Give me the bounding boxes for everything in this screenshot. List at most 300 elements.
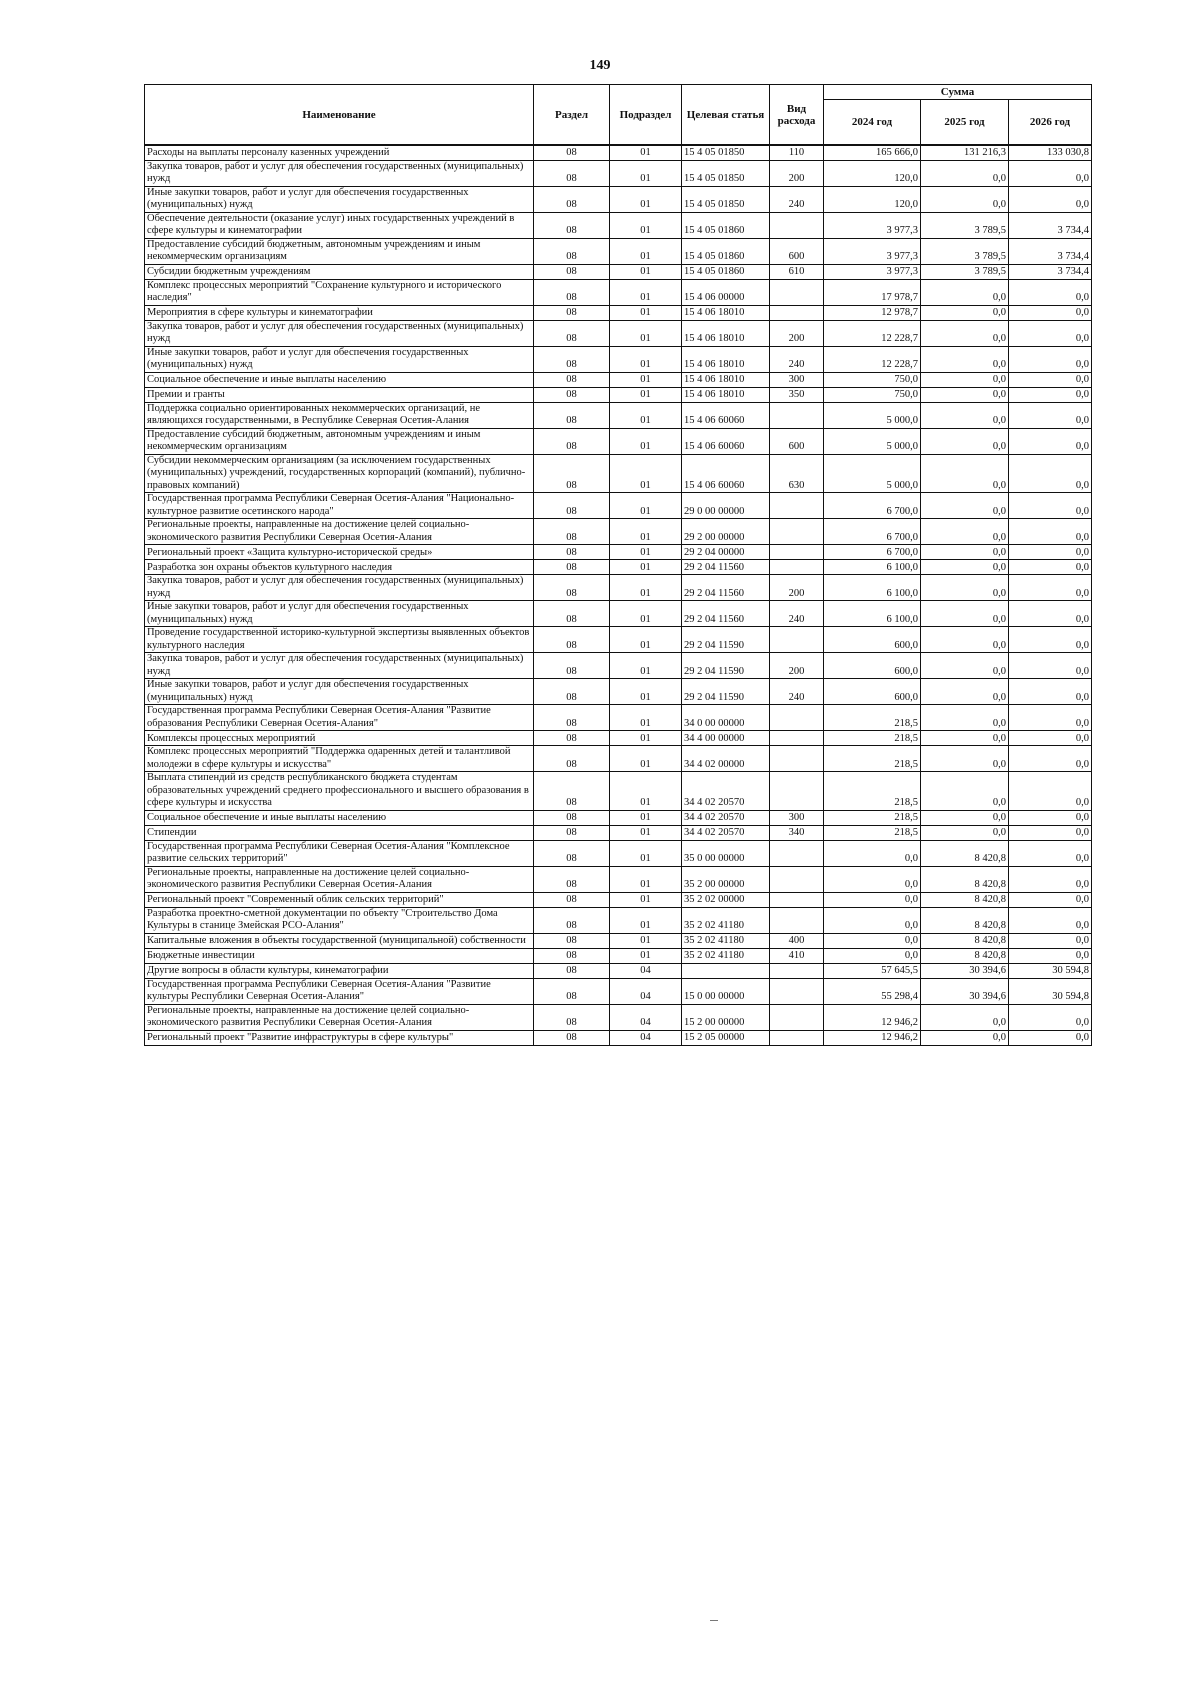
row-name: Закупка товаров, работ и услуг для обеспечения государственных (муниципальных) нужд bbox=[145, 320, 534, 346]
row-podrazdel: 01 bbox=[610, 810, 682, 825]
row-razdel: 08 bbox=[534, 772, 610, 811]
row-razdel: 08 bbox=[534, 825, 610, 840]
row-2026: 0,0 bbox=[1009, 160, 1092, 186]
row-name: Предоставление субсидий бюджетным, автономным учреждениям и иным некоммерческим организациям bbox=[145, 428, 534, 454]
row-target: 15 2 00 00000 bbox=[682, 1004, 770, 1030]
row-2026: 3 734,4 bbox=[1009, 238, 1092, 264]
row-name: Закупка товаров, работ и услуг для обеспечения государственных (муниципальных) нужд bbox=[145, 160, 534, 186]
row-2024: 55 298,4 bbox=[824, 978, 921, 1004]
row-name: Государственная программа Республики Северная Осетия-Алания "Развитие культуры Республики Северная Осетия-Алания" bbox=[145, 978, 534, 1004]
row-target: 29 0 00 00000 bbox=[682, 493, 770, 519]
table-row bbox=[145, 601, 1092, 627]
row-2025: 0,0 bbox=[921, 772, 1009, 811]
row-expense-type bbox=[770, 402, 824, 428]
row-podrazdel: 01 bbox=[610, 387, 682, 402]
table-row bbox=[145, 679, 1092, 705]
row-razdel: 08 bbox=[534, 264, 610, 279]
row-expense-type: 630 bbox=[770, 454, 824, 493]
row-podrazdel: 01 bbox=[610, 428, 682, 454]
row-2025: 0,0 bbox=[921, 1030, 1009, 1045]
row-podrazdel: 01 bbox=[610, 264, 682, 279]
row-podrazdel: 01 bbox=[610, 601, 682, 627]
row-2026: 0,0 bbox=[1009, 519, 1092, 545]
row-target: 15 4 06 60060 bbox=[682, 402, 770, 428]
row-podrazdel: 01 bbox=[610, 866, 682, 892]
row-target: 15 0 00 00000 bbox=[682, 978, 770, 1004]
row-expense-type: 410 bbox=[770, 948, 824, 963]
row-2025: 0,0 bbox=[921, 493, 1009, 519]
row-2026: 0,0 bbox=[1009, 705, 1092, 731]
table-row bbox=[145, 212, 1092, 238]
row-2026: 0,0 bbox=[1009, 746, 1092, 772]
row-name: Закупка товаров, работ и услуг для обеспечения государственных (муниципальных) нужд bbox=[145, 653, 534, 679]
row-target: 35 2 02 41180 bbox=[682, 933, 770, 948]
table-row bbox=[145, 372, 1092, 387]
row-2024: 12 946,2 bbox=[824, 1004, 921, 1030]
scan-mark bbox=[710, 1620, 718, 1621]
row-razdel: 08 bbox=[534, 840, 610, 866]
row-target: 29 2 04 11560 bbox=[682, 575, 770, 601]
row-target: 15 2 05 00000 bbox=[682, 1030, 770, 1045]
row-2025: 0,0 bbox=[921, 402, 1009, 428]
row-name: Региональный проект "Развитие инфраструктуры в сфере культуры" bbox=[145, 1030, 534, 1045]
row-2026: 0,0 bbox=[1009, 825, 1092, 840]
row-2026: 0,0 bbox=[1009, 840, 1092, 866]
row-target: 34 4 02 20570 bbox=[682, 810, 770, 825]
row-razdel: 08 bbox=[534, 746, 610, 772]
row-razdel: 08 bbox=[534, 948, 610, 963]
row-2025: 0,0 bbox=[921, 679, 1009, 705]
row-name: Разработка зон охраны объектов культурного наследия bbox=[145, 560, 534, 575]
row-2024: 218,5 bbox=[824, 825, 921, 840]
row-podrazdel: 01 bbox=[610, 145, 682, 160]
row-target: 15 4 05 01850 bbox=[682, 160, 770, 186]
table-row bbox=[145, 493, 1092, 519]
row-name: Государственная программа Республики Северная Осетия-Алания "Национально-культурное развитие осетинского народа" bbox=[145, 493, 534, 519]
table-row bbox=[145, 866, 1092, 892]
row-razdel: 08 bbox=[534, 653, 610, 679]
row-name: Комплекс процессных мероприятий "Поддержка одаренных детей и талантливой молодежи в сфере культуры и искусства" bbox=[145, 746, 534, 772]
row-name: Расходы на выплаты персоналу казенных учреждений bbox=[145, 145, 534, 160]
table-row bbox=[145, 279, 1092, 305]
row-2024: 6 700,0 bbox=[824, 493, 921, 519]
row-target: 29 2 00 00000 bbox=[682, 519, 770, 545]
row-expense-type: 610 bbox=[770, 264, 824, 279]
row-2025: 0,0 bbox=[921, 810, 1009, 825]
table-row bbox=[145, 840, 1092, 866]
row-expense-type bbox=[770, 212, 824, 238]
header-podrazdel: Подраздел bbox=[610, 85, 682, 146]
row-2025: 30 394,6 bbox=[921, 978, 1009, 1004]
row-razdel: 08 bbox=[534, 545, 610, 560]
row-expense-type: 350 bbox=[770, 387, 824, 402]
row-2024: 218,5 bbox=[824, 705, 921, 731]
row-podrazdel: 01 bbox=[610, 320, 682, 346]
row-2026: 0,0 bbox=[1009, 346, 1092, 372]
row-razdel: 08 bbox=[534, 892, 610, 907]
row-podrazdel: 01 bbox=[610, 545, 682, 560]
row-podrazdel: 01 bbox=[610, 679, 682, 705]
row-expense-type bbox=[770, 305, 824, 320]
row-2024: 600,0 bbox=[824, 679, 921, 705]
table-row bbox=[145, 653, 1092, 679]
row-razdel: 08 bbox=[534, 428, 610, 454]
row-2025: 131 216,3 bbox=[921, 145, 1009, 160]
row-name: Региональный проект «Защита культурно-исторической среды» bbox=[145, 545, 534, 560]
row-target: 15 4 06 60060 bbox=[682, 428, 770, 454]
row-razdel: 08 bbox=[534, 320, 610, 346]
row-2025: 0,0 bbox=[921, 825, 1009, 840]
table-row bbox=[145, 1004, 1092, 1030]
row-expense-type bbox=[770, 840, 824, 866]
row-2024: 218,5 bbox=[824, 746, 921, 772]
table-row bbox=[145, 575, 1092, 601]
row-2025: 30 394,6 bbox=[921, 963, 1009, 978]
row-2024: 120,0 bbox=[824, 160, 921, 186]
table-body bbox=[145, 145, 1092, 1045]
row-target: 29 2 04 11560 bbox=[682, 601, 770, 627]
row-2024: 120,0 bbox=[824, 186, 921, 212]
header-target: Целевая статья bbox=[682, 85, 770, 146]
row-name: Социальное обеспечение и иные выплаты населению bbox=[145, 810, 534, 825]
row-name: Государственная программа Республики Северная Осетия-Алания "Комплексное развитие сельских территорий" bbox=[145, 840, 534, 866]
row-2024: 3 977,3 bbox=[824, 212, 921, 238]
row-2025: 8 420,8 bbox=[921, 892, 1009, 907]
row-2026: 0,0 bbox=[1009, 560, 1092, 575]
row-target: 15 4 05 01850 bbox=[682, 145, 770, 160]
row-2025: 0,0 bbox=[921, 320, 1009, 346]
table-row bbox=[145, 186, 1092, 212]
table-row bbox=[145, 560, 1092, 575]
row-name: Закупка товаров, работ и услуг для обеспечения государственных (муниципальных) нужд bbox=[145, 575, 534, 601]
row-2024: 6 100,0 bbox=[824, 560, 921, 575]
row-2025: 0,0 bbox=[921, 1004, 1009, 1030]
row-target: 29 2 04 11590 bbox=[682, 679, 770, 705]
row-2026: 0,0 bbox=[1009, 1030, 1092, 1045]
row-name: Региональные проекты, направленные на достижение целей социально-экономического развития Республики Северная Осетия-Алания bbox=[145, 519, 534, 545]
table-row bbox=[145, 387, 1092, 402]
row-target: 15 4 05 01860 bbox=[682, 264, 770, 279]
row-2026: 133 030,8 bbox=[1009, 145, 1092, 160]
row-expense-type: 300 bbox=[770, 810, 824, 825]
table-row bbox=[145, 402, 1092, 428]
row-2025: 0,0 bbox=[921, 746, 1009, 772]
row-name: Региональные проекты, направленные на достижение целей социально-экономического развития Республики Северная Осетия-Алания bbox=[145, 866, 534, 892]
row-expense-type bbox=[770, 978, 824, 1004]
row-podrazdel: 01 bbox=[610, 907, 682, 933]
row-target: 34 4 02 20570 bbox=[682, 825, 770, 840]
row-expense-type: 300 bbox=[770, 372, 824, 387]
page-number: 149 bbox=[589, 58, 611, 73]
row-target: 15 4 05 01860 bbox=[682, 212, 770, 238]
row-expense-type: 200 bbox=[770, 575, 824, 601]
row-expense-type bbox=[770, 705, 824, 731]
row-razdel: 08 bbox=[534, 387, 610, 402]
table-row bbox=[145, 892, 1092, 907]
row-target: 29 2 04 11560 bbox=[682, 560, 770, 575]
row-2026: 0,0 bbox=[1009, 186, 1092, 212]
table-row bbox=[145, 545, 1092, 560]
row-expense-type: 200 bbox=[770, 653, 824, 679]
row-2024: 5 000,0 bbox=[824, 402, 921, 428]
row-name: Проведение государственной историко-культурной экспертизы выявленных объектов культурного наследия bbox=[145, 627, 534, 653]
row-razdel: 08 bbox=[534, 212, 610, 238]
row-2026: 0,0 bbox=[1009, 454, 1092, 493]
row-2025: 0,0 bbox=[921, 387, 1009, 402]
row-2026: 0,0 bbox=[1009, 601, 1092, 627]
row-expense-type: 400 bbox=[770, 933, 824, 948]
row-expense-type bbox=[770, 279, 824, 305]
row-razdel: 08 bbox=[534, 372, 610, 387]
row-name: Региональные проекты, направленные на достижение целей социально-экономического развития Республики Северная Осетия-Алания bbox=[145, 1004, 534, 1030]
row-target: 34 4 00 00000 bbox=[682, 731, 770, 746]
row-name: Стипендии bbox=[145, 825, 534, 840]
row-razdel: 08 bbox=[534, 810, 610, 825]
row-expense-type: 340 bbox=[770, 825, 824, 840]
row-podrazdel: 01 bbox=[610, 746, 682, 772]
row-2025: 3 789,5 bbox=[921, 212, 1009, 238]
table-row bbox=[145, 454, 1092, 493]
table-row bbox=[145, 305, 1092, 320]
row-name: Иные закупки товаров, работ и услуг для обеспечения государственных (муниципальных) нужд bbox=[145, 679, 534, 705]
row-2024: 0,0 bbox=[824, 907, 921, 933]
row-2026: 0,0 bbox=[1009, 907, 1092, 933]
row-2026: 0,0 bbox=[1009, 948, 1092, 963]
row-2024: 0,0 bbox=[824, 933, 921, 948]
row-podrazdel: 01 bbox=[610, 160, 682, 186]
row-2026: 0,0 bbox=[1009, 428, 1092, 454]
row-target bbox=[682, 963, 770, 978]
table-row bbox=[145, 1030, 1092, 1045]
row-podrazdel: 01 bbox=[610, 186, 682, 212]
row-target: 35 2 00 00000 bbox=[682, 866, 770, 892]
row-target: 15 4 06 18010 bbox=[682, 387, 770, 402]
row-2024: 750,0 bbox=[824, 372, 921, 387]
row-name: Капитальные вложения в объекты государственной (муниципальной) собственности bbox=[145, 933, 534, 948]
header-sum: Сумма bbox=[824, 85, 1092, 100]
row-razdel: 08 bbox=[534, 933, 610, 948]
row-podrazdel: 01 bbox=[610, 653, 682, 679]
row-expense-type bbox=[770, 1004, 824, 1030]
row-2026: 0,0 bbox=[1009, 387, 1092, 402]
row-2024: 12 978,7 bbox=[824, 305, 921, 320]
table-row bbox=[145, 746, 1092, 772]
row-razdel: 08 bbox=[534, 279, 610, 305]
row-2024: 165 666,0 bbox=[824, 145, 921, 160]
header-2026: 2026 год bbox=[1009, 100, 1092, 146]
row-2024: 3 977,3 bbox=[824, 238, 921, 264]
row-name: Поддержка социально ориентированных некоммерческих организаций, не являющихся государственными, в Республике Северная Осетия-Алания bbox=[145, 402, 534, 428]
table-row bbox=[145, 627, 1092, 653]
row-target: 15 4 06 00000 bbox=[682, 279, 770, 305]
row-razdel: 08 bbox=[534, 145, 610, 160]
row-podrazdel: 01 bbox=[610, 705, 682, 731]
row-razdel: 08 bbox=[534, 601, 610, 627]
row-target: 34 0 00 00000 bbox=[682, 705, 770, 731]
row-2026: 0,0 bbox=[1009, 305, 1092, 320]
budget-table bbox=[144, 84, 1092, 1046]
row-razdel: 08 bbox=[534, 731, 610, 746]
row-2025: 0,0 bbox=[921, 305, 1009, 320]
row-2026: 0,0 bbox=[1009, 866, 1092, 892]
row-target: 15 4 05 01850 bbox=[682, 186, 770, 212]
table-row bbox=[145, 907, 1092, 933]
row-2024: 218,5 bbox=[824, 731, 921, 746]
row-podrazdel: 01 bbox=[610, 305, 682, 320]
row-podrazdel: 01 bbox=[610, 948, 682, 963]
row-2026: 0,0 bbox=[1009, 731, 1092, 746]
row-podrazdel: 01 bbox=[610, 279, 682, 305]
table-row bbox=[145, 320, 1092, 346]
row-2025: 0,0 bbox=[921, 160, 1009, 186]
row-razdel: 08 bbox=[534, 305, 610, 320]
row-2025: 0,0 bbox=[921, 705, 1009, 731]
row-razdel: 08 bbox=[534, 907, 610, 933]
row-expense-type: 240 bbox=[770, 186, 824, 212]
table-row bbox=[145, 428, 1092, 454]
row-expense-type bbox=[770, 746, 824, 772]
row-razdel: 08 bbox=[534, 519, 610, 545]
row-razdel: 08 bbox=[534, 679, 610, 705]
row-expense-type: 240 bbox=[770, 601, 824, 627]
row-2024: 3 977,3 bbox=[824, 264, 921, 279]
row-expense-type bbox=[770, 560, 824, 575]
row-name: Иные закупки товаров, работ и услуг для обеспечения государственных (муниципальных) нужд bbox=[145, 346, 534, 372]
row-razdel: 08 bbox=[534, 866, 610, 892]
row-2025: 0,0 bbox=[921, 454, 1009, 493]
row-2025: 8 420,8 bbox=[921, 933, 1009, 948]
row-expense-type: 200 bbox=[770, 320, 824, 346]
row-2024: 12 228,7 bbox=[824, 320, 921, 346]
row-2024: 0,0 bbox=[824, 840, 921, 866]
row-target: 29 2 04 11590 bbox=[682, 653, 770, 679]
row-razdel: 08 bbox=[534, 493, 610, 519]
row-razdel: 08 bbox=[534, 560, 610, 575]
row-podrazdel: 04 bbox=[610, 1004, 682, 1030]
row-2024: 5 000,0 bbox=[824, 428, 921, 454]
row-expense-type bbox=[770, 519, 824, 545]
row-2026: 0,0 bbox=[1009, 279, 1092, 305]
row-podrazdel: 01 bbox=[610, 560, 682, 575]
row-expense-type: 600 bbox=[770, 238, 824, 264]
row-razdel: 08 bbox=[534, 186, 610, 212]
row-name: Выплата стипендий из средств республиканского бюджета студентам образовательных учреждений среднего профессионального и высшего образования в сфере культуры и искусства bbox=[145, 772, 534, 811]
table-row bbox=[145, 346, 1092, 372]
row-razdel: 08 bbox=[534, 963, 610, 978]
row-expense-type bbox=[770, 627, 824, 653]
row-2025: 0,0 bbox=[921, 601, 1009, 627]
row-razdel: 08 bbox=[534, 402, 610, 428]
row-razdel: 08 bbox=[534, 575, 610, 601]
table-header bbox=[145, 85, 1092, 146]
row-razdel: 08 bbox=[534, 454, 610, 493]
row-2025: 0,0 bbox=[921, 279, 1009, 305]
row-expense-type: 200 bbox=[770, 160, 824, 186]
row-2024: 6 700,0 bbox=[824, 545, 921, 560]
row-name: Социальное обеспечение и иные выплаты населению bbox=[145, 372, 534, 387]
row-name: Субсидии бюджетным учреждениям bbox=[145, 264, 534, 279]
row-2026: 0,0 bbox=[1009, 679, 1092, 705]
row-2026: 0,0 bbox=[1009, 545, 1092, 560]
row-target: 34 4 02 20570 bbox=[682, 772, 770, 811]
row-2024: 57 645,5 bbox=[824, 963, 921, 978]
row-2024: 600,0 bbox=[824, 627, 921, 653]
row-2026: 30 594,8 bbox=[1009, 978, 1092, 1004]
row-2024: 17 978,7 bbox=[824, 279, 921, 305]
table-row bbox=[145, 160, 1092, 186]
header-expense-type: Вид расхода bbox=[770, 85, 824, 146]
row-target: 35 2 02 41180 bbox=[682, 907, 770, 933]
row-2024: 6 700,0 bbox=[824, 519, 921, 545]
row-2025: 0,0 bbox=[921, 627, 1009, 653]
row-podrazdel: 01 bbox=[610, 238, 682, 264]
row-2024: 218,5 bbox=[824, 772, 921, 811]
table-row bbox=[145, 772, 1092, 811]
table-row bbox=[145, 825, 1092, 840]
row-2025: 3 789,5 bbox=[921, 264, 1009, 279]
row-target: 15 4 06 18010 bbox=[682, 305, 770, 320]
row-name: Бюджетные инвестиции bbox=[145, 948, 534, 963]
row-expense-type bbox=[770, 493, 824, 519]
row-2024: 6 100,0 bbox=[824, 601, 921, 627]
table-row bbox=[145, 948, 1092, 963]
row-2024: 750,0 bbox=[824, 387, 921, 402]
row-2025: 8 420,8 bbox=[921, 907, 1009, 933]
row-podrazdel: 01 bbox=[610, 840, 682, 866]
row-2026: 0,0 bbox=[1009, 493, 1092, 519]
row-expense-type: 600 bbox=[770, 428, 824, 454]
row-target: 29 2 04 00000 bbox=[682, 545, 770, 560]
row-name: Обеспечение деятельности (оказание услуг) иных государственных учреждений в сфере культуры и кинематографии bbox=[145, 212, 534, 238]
table-row bbox=[145, 810, 1092, 825]
row-target: 29 2 04 11590 bbox=[682, 627, 770, 653]
row-2026: 0,0 bbox=[1009, 575, 1092, 601]
row-2025: 0,0 bbox=[921, 372, 1009, 387]
table-row bbox=[145, 705, 1092, 731]
table-row bbox=[145, 933, 1092, 948]
row-podrazdel: 01 bbox=[610, 519, 682, 545]
row-name: Разработка проектно-сметной документации по объекту "Строительство Дома Культуры в станице Змейская РСО-Алания" bbox=[145, 907, 534, 933]
row-razdel: 08 bbox=[534, 627, 610, 653]
row-2025: 0,0 bbox=[921, 653, 1009, 679]
row-target: 35 2 02 41180 bbox=[682, 948, 770, 963]
row-2026: 0,0 bbox=[1009, 402, 1092, 428]
row-2026: 0,0 bbox=[1009, 1004, 1092, 1030]
row-2024: 0,0 bbox=[824, 948, 921, 963]
row-podrazdel: 01 bbox=[610, 731, 682, 746]
row-razdel: 08 bbox=[534, 1004, 610, 1030]
row-2025: 8 420,8 bbox=[921, 840, 1009, 866]
row-podrazdel: 01 bbox=[610, 372, 682, 387]
row-target: 35 0 00 00000 bbox=[682, 840, 770, 866]
row-2024: 600,0 bbox=[824, 653, 921, 679]
table-row bbox=[145, 238, 1092, 264]
row-podrazdel: 01 bbox=[610, 454, 682, 493]
row-podrazdel: 01 bbox=[610, 493, 682, 519]
row-podrazdel: 01 bbox=[610, 825, 682, 840]
row-expense-type bbox=[770, 772, 824, 811]
row-2026: 0,0 bbox=[1009, 627, 1092, 653]
row-2026: 30 594,8 bbox=[1009, 963, 1092, 978]
row-2024: 0,0 bbox=[824, 866, 921, 892]
row-podrazdel: 04 bbox=[610, 978, 682, 1004]
row-name: Иные закупки товаров, работ и услуг для обеспечения государственных (муниципальных) нужд bbox=[145, 601, 534, 627]
table-row bbox=[145, 519, 1092, 545]
row-podrazdel: 01 bbox=[610, 346, 682, 372]
row-2024: 218,5 bbox=[824, 810, 921, 825]
header-2024: 2024 год bbox=[824, 100, 921, 146]
row-podrazdel: 04 bbox=[610, 963, 682, 978]
